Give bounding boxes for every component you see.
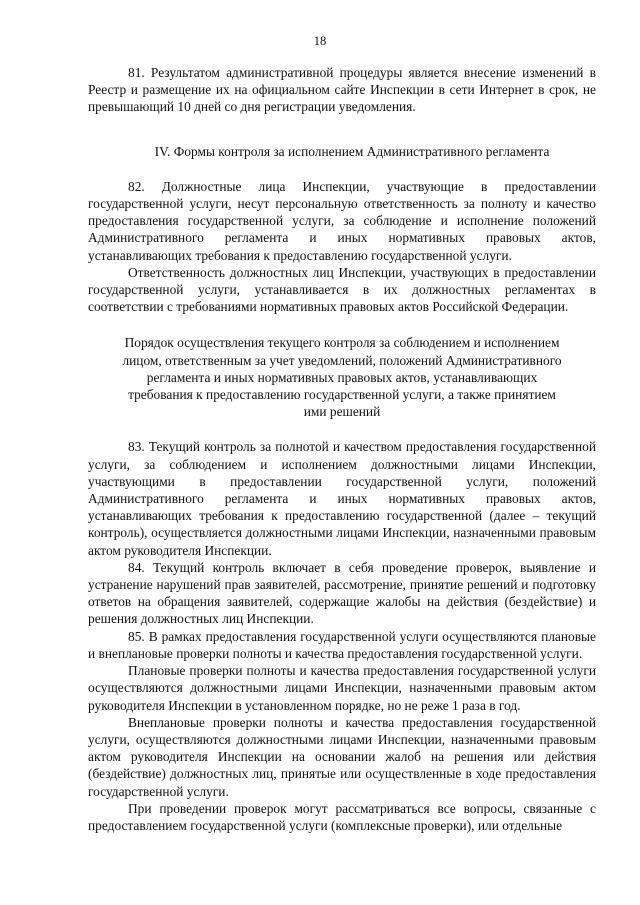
section-heading: IV. Формы контроля за исполнением Административного регламента (154, 143, 550, 159)
paragraph-85-planned-checks: Плановые проверки полноты и качества предоставления государственной услуги осуществляются должностными лицами Инспекции, назначенными правовым актом руководителя Инспекции в установленном порядке, но не реже 1 раза в год. (88, 663, 596, 713)
paragraph-82: 82. Должностные лица Инспекции, участвующие в предоставлении государственной услуги, несут персональную ответственность за полноту и качество предоставления государственной услуги, за соблюдение и исполнение положений Административного регламента и иных нормативных правовых актов, устанавливающих требования к предоставлению государственной услуги. (88, 178, 596, 263)
page-number: 18 (313, 34, 327, 48)
paragraph-81: 81. Результатом административной процедуры является внесение изменений в Реестр и размещение их на официальном сайте Инспекции в сети Интернет в срок, не превышающий 10 дней со дня регистрации уведомления. (88, 65, 596, 115)
paragraph-85-check-scope: При проведении проверок могут рассматриваться все вопросы, связанные с предоставлением государственной услуги (комплексные проверки), или отдельные (88, 800, 596, 833)
paragraph-85-unplanned-checks: Внеплановые проверки полноты и качества предоставления государственной услуги, осуществляются должностными лицами Инспекции, назначенными правовым актом руководителя Инспекции на основании жалоб на решения или действия (бездействие) должностных лиц, принятые или осуществленные в ходе предоставления государственной услуги. (88, 714, 596, 799)
paragraph-83: 83. Текущий контроль за полнотой и качеством предоставления государственной услуги, за соблюдением и исполнением должностными лицами Инспекции, участвующими в предоставлении государственной услуги, положений Административного регламента и иных нормативных правовых актов, устанавливающих требования к предоставлению государственной (далее – текущий контроль), осуществляется должностными лицами Инспекции, назначенными правовым актом руководителя Инспекции. (88, 439, 596, 558)
document-body (88, 64, 596, 834)
subsection-heading: Порядок осуществления текущего контроля за соблюдением и исполнением лицом, ответственным за учет уведомлений, положений Административного регламента и иных нормативных правовых актов, устанавливающих требования к предоставлению государственной услуги, а также принятием ими решений (122, 335, 562, 420)
paragraph-84: 84. Текущий контроль включает в себя проведение проверок, выявление и устранение нарушений прав заявителей, рассмотрение, принятие решений и подготовку ответов на обращения заявителей, содержащие жалобы на действия (бездействие) и решения должностных лиц Инспекции. (88, 559, 596, 627)
paragraph-85: 85. В рамках предоставления государственной услуги осуществляются плановые и внеплановые проверки полноты и качества предоставления государственной услуги. (88, 628, 596, 661)
paragraph-82-responsibility: Ответственность должностных лиц Инспекции, участвующих в предоставлении государственной услуги, устанавливается в их должностных регламентах в соответствии с требованиями нормативных правовых актов Российской Федерации. (88, 264, 596, 315)
